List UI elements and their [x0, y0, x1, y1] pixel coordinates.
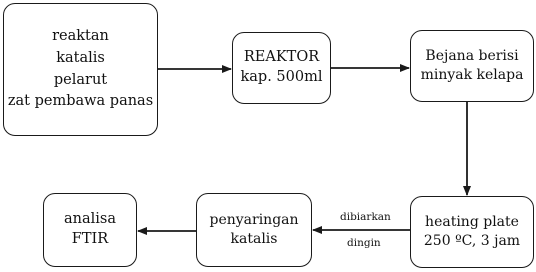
filtering-line-1: penyaringan — [209, 212, 299, 229]
vessel-box — [410, 30, 534, 102]
edge-label-cooling-2: dingin — [347, 237, 381, 249]
inputs-line-reaktan: reaktan — [52, 28, 109, 44]
inputs-line-katalis: katalis — [56, 49, 105, 66]
analysis-box — [43, 193, 137, 267]
analysis-line-2: FTIR — [71, 231, 109, 247]
reactor-title: REAKTOR — [243, 49, 320, 66]
edge-label-cooling-1: dibiarkan — [340, 211, 391, 223]
heating-plate-conditions: 250 ºC, 3 jam — [423, 233, 521, 249]
heating-plate-box — [410, 196, 534, 268]
analysis-line-1: analisa — [64, 211, 116, 228]
vessel-line-2: minyak kelapa — [420, 67, 524, 83]
reactor-box — [232, 32, 331, 104]
inputs-line-pelarut: pelarut — [53, 71, 108, 88]
inputs-line-heat-carrier: zat pembawa panas — [7, 93, 154, 110]
heating-plate-title: heating plate — [425, 214, 519, 231]
filtering-line-2: katalis — [230, 231, 278, 247]
filtering-box — [196, 193, 312, 267]
reactor-capacity: kap. 500ml — [240, 69, 323, 85]
vessel-line-1: Bejana berisi — [425, 48, 519, 65]
inputs-box — [3, 3, 158, 136]
